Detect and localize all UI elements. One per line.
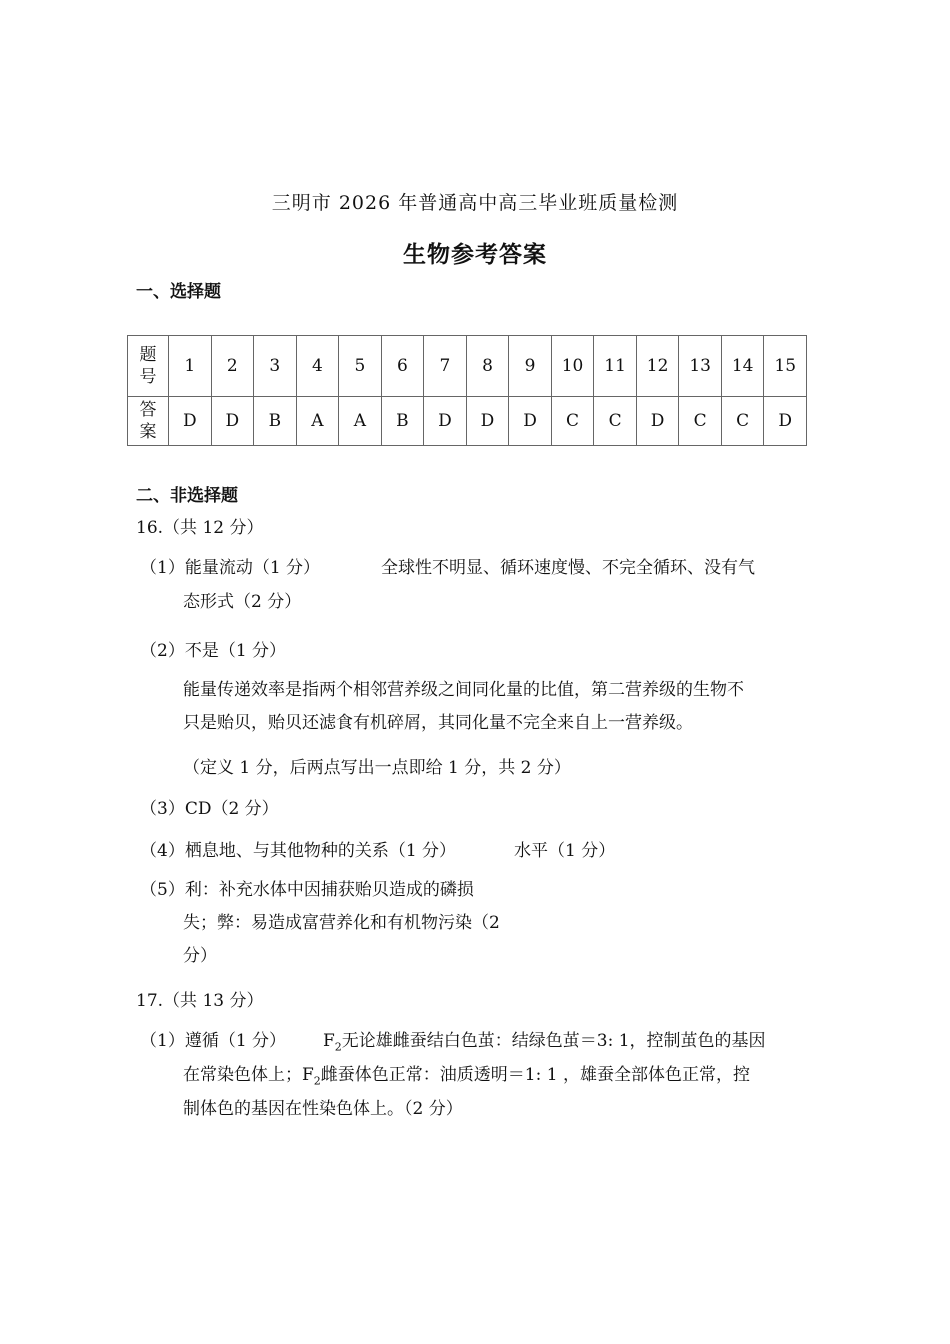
question-number-cell: 13 [679, 336, 722, 397]
q16-p2-text: 能量传递效率是指两个相邻营养级之间同化量的比值，第二营养级的生物不 [183, 680, 744, 700]
table-header-cell [128, 397, 169, 446]
answer-cell: D [636, 397, 679, 446]
q17-p1-text-end: 制体色的基因在性染色体上。（2 分） [183, 1099, 463, 1119]
question-number-cell: 2 [211, 336, 254, 397]
section-heading-choice: 一、选择题 [136, 282, 221, 302]
question-number-cell: 7 [424, 336, 467, 397]
answer-cell: D [169, 397, 212, 446]
table-row-answers [128, 397, 807, 446]
q17-p1-answer: （1）遵循（1 分） [140, 1031, 287, 1051]
answer-cell: D [211, 397, 254, 446]
question-number-cell: 5 [339, 336, 382, 397]
section-heading-nonchoice: 二、非选择题 [136, 486, 238, 506]
q17-title: 17.（共 13 分） [136, 991, 264, 1011]
q16-p1-text: 全球性不明显、循环速度慢、不完全循环、没有气 [381, 558, 755, 578]
table-header-cell [128, 336, 169, 397]
subscript: 2 [313, 1074, 321, 1088]
question-number-cell: 3 [254, 336, 297, 397]
q16-p3-answer: （3）CD（2 分） [140, 799, 279, 819]
question-number-cell: 4 [296, 336, 339, 397]
q16-p5-text: 失；弊：易造成富营养化和有机物污染（2 [183, 913, 500, 933]
answer-cell: C [594, 397, 637, 446]
label-char: 案 [139, 422, 157, 442]
question-number-cell: 15 [764, 336, 807, 397]
answer-cell: D [424, 397, 467, 446]
q16-title: 16.（共 12 分） [136, 518, 264, 538]
q17-p1-text-c: 在常染色体上；F [183, 1065, 314, 1085]
document-title: 三明市 2026 年普通高中高三毕业班质量检测 [271, 192, 679, 214]
q16-p2-text-cont: 只是贻贝，贻贝还滤食有机碎屑，其同化量不完全来自上一营养级。 [183, 713, 693, 733]
answer-cell: D [764, 397, 807, 446]
label-char: 题 [139, 345, 157, 365]
question-number-cell: 14 [721, 336, 764, 397]
label-char: 号 [139, 367, 157, 387]
answer-cell: A [296, 397, 339, 446]
q16-p5-text-cont: 分） [183, 946, 217, 966]
q16-p2-scoring: （定义 1 分，后两点写出一点即给 1 分，共 2 分） [183, 758, 571, 778]
q17-p1-text-d: 雌蚕体色正常：油质透明＝1: 1 ，雄蚕全部体色正常，控 [320, 1065, 750, 1085]
answer-cell: C [551, 397, 594, 446]
question-number-cell: 10 [551, 336, 594, 397]
answer-table [127, 335, 807, 446]
q16-p2-answer: （2）不是（1 分） [140, 641, 287, 661]
question-number-cell: 12 [636, 336, 679, 397]
question-number-cell: 8 [466, 336, 509, 397]
document-subtitle: 生物参考答案 [403, 242, 547, 268]
answer-cell: A [339, 397, 382, 446]
q16-p4-answer: （4）栖息地、与其他物种的关系（1 分） [140, 841, 457, 861]
question-number-cell: 1 [169, 336, 212, 397]
q16-p5-answer: （5）利：补充水体中因捕获贻贝造成的磷损 [140, 880, 474, 900]
q16-p1-text-cont: 态形式（2 分） [183, 592, 302, 612]
q16-p4-answer-b: 水平（1 分） [514, 841, 616, 861]
q16-p1-answer: （1）能量流动（1 分） [140, 558, 321, 578]
answer-cell: C [721, 397, 764, 446]
label-char: 答 [139, 400, 157, 420]
subscript: 2 [334, 1040, 342, 1054]
question-number-cell: 6 [381, 336, 424, 397]
answer-cell: D [509, 397, 552, 446]
table-row-numbers [128, 336, 807, 397]
answer-cell: B [381, 397, 424, 446]
f-symbol: F [323, 1031, 335, 1051]
answer-cell: C [679, 397, 722, 446]
question-number-cell: 9 [509, 336, 552, 397]
answer-cell: D [466, 397, 509, 446]
answer-cell: B [254, 397, 297, 446]
question-number-cell: 11 [594, 336, 637, 397]
q17-p1-text-body: 无论雄雌蚕结白色茧：结绿色茧＝3: 1，控制茧色的基因 [341, 1031, 766, 1051]
